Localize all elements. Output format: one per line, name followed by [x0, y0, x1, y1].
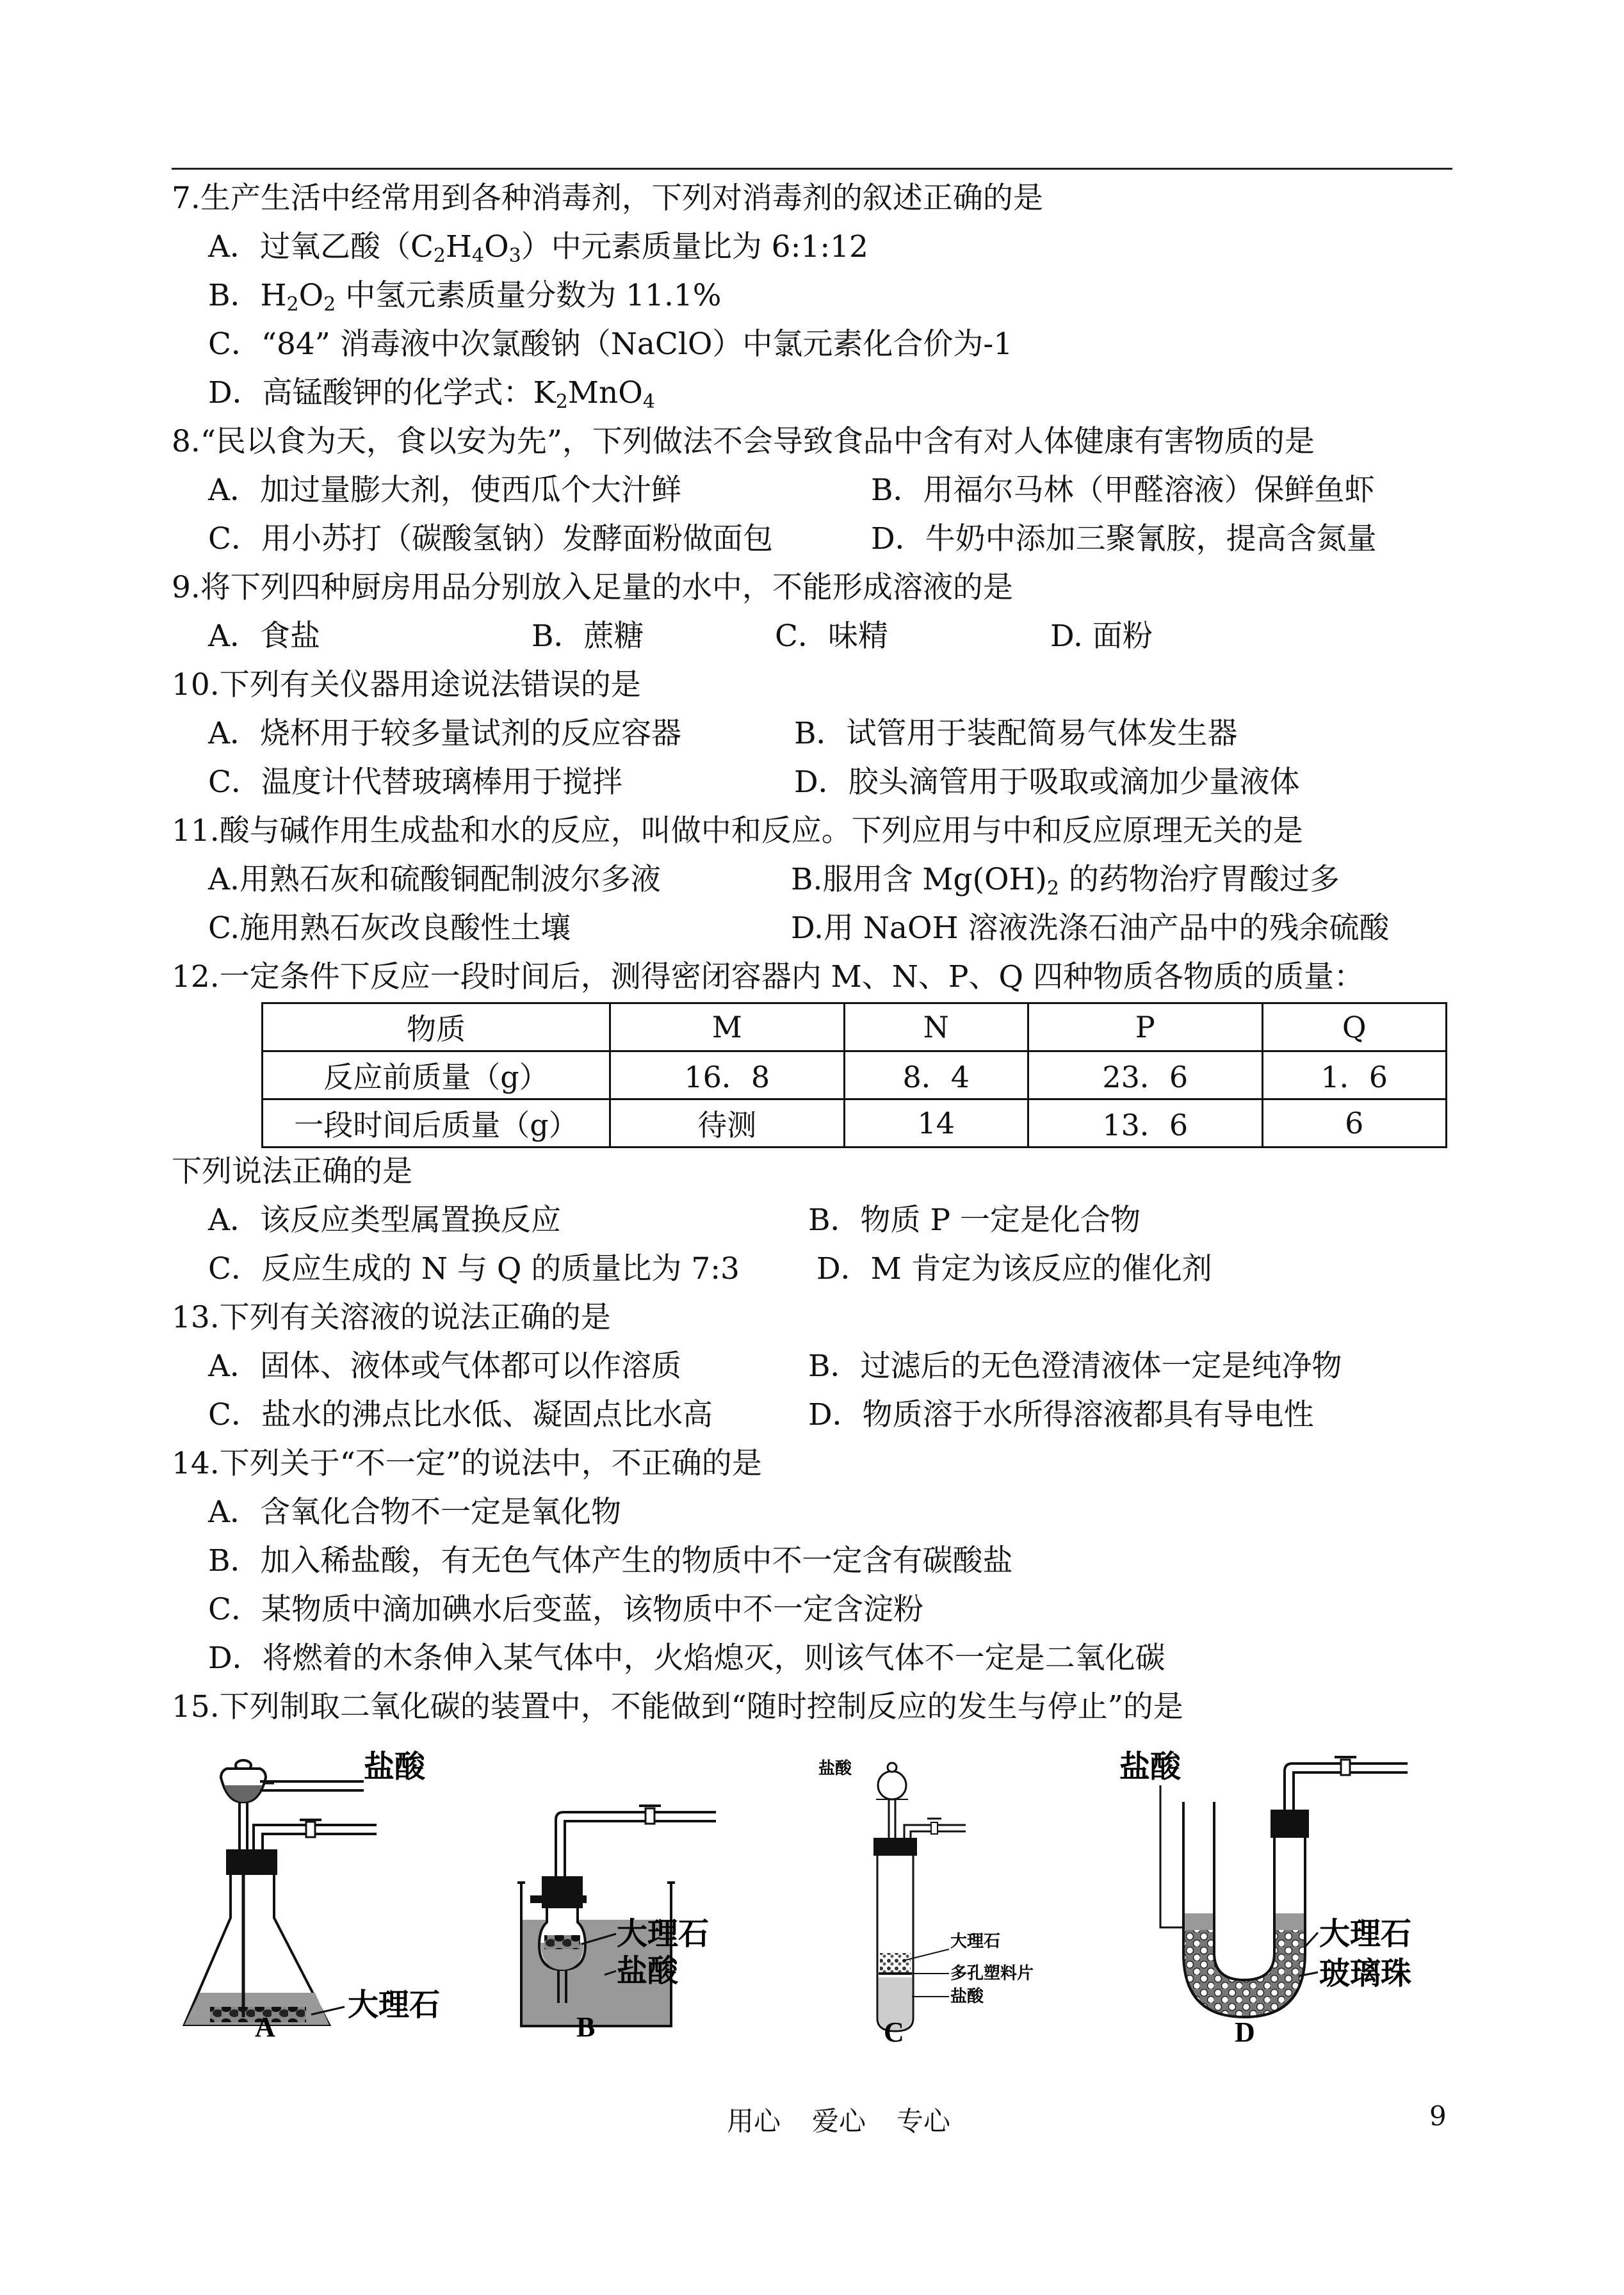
q9-option-d: D. 面粉 — [1050, 619, 1153, 654]
q8-option-a: A．加过量膨大剂，使西瓜个大汁鲜 — [208, 473, 681, 508]
figure-c-test-tube-apparatus — [818, 1758, 1034, 2043]
figure-c-label: C — [884, 2016, 904, 2043]
figure-b-marble-label: 大理石 — [617, 1916, 710, 1952]
table-cell: 13．6 — [1028, 1099, 1262, 1148]
table-cell: 16．8 — [610, 1051, 845, 1099]
q15-apparatus-figure — [172, 1735, 1452, 2043]
figure-d-label: D — [1235, 2016, 1255, 2043]
q9-option-b: B．蔗糖 — [532, 619, 644, 654]
table-cell: P — [1028, 1003, 1262, 1051]
q10-option-c: C．温度计代替玻璃棒用于搅拌 — [208, 765, 622, 800]
q10-stem: 10.下列有关仪器用途说法错误的是 — [172, 667, 641, 702]
figure-b-label: B — [576, 2011, 596, 2043]
figure-c-marble-label: 大理石 — [950, 1932, 1001, 1951]
table-cell: 一段时间后质量（g） — [263, 1099, 610, 1148]
table-cell: 反应前质量（g） — [263, 1051, 610, 1099]
figure-c-plate-label: 多孔塑料片 — [950, 1964, 1034, 1983]
table-row — [263, 1051, 1447, 1099]
table-cell: 23．6 — [1028, 1051, 1262, 1099]
q12-option-b: B．物质 P 一定是化合物 — [808, 1203, 1141, 1238]
figure-c-acid-top-label: 盐酸 — [818, 1759, 852, 1778]
q14-option-d: D．将燃着的木条伸入某气体中，火焰熄灭，则该气体不一定是二氧化碳 — [208, 1641, 1165, 1676]
q15-stem: 15.下列制取二氧化碳的装置中，不能做到“随时控制反应的发生与停止”的是 — [172, 1689, 1183, 1724]
q12-mass-table — [261, 1002, 1447, 1148]
q12-option-d: D．M 肯定为该反应的催化剂 — [816, 1251, 1212, 1286]
q13-option-c: C．盐水的沸点比水低、凝固点比水高 — [208, 1397, 713, 1432]
q7-stem: 7.生产生活中经常用到各种消毒剂，下列对消毒剂的叙述正确的是 — [172, 181, 1043, 216]
q13-stem: 13.下列有关溶液的说法正确的是 — [172, 1300, 611, 1335]
q13-option-d: D．物质溶于水所得溶液都具有导电性 — [808, 1397, 1314, 1432]
q14-option-b: B．加入稀盐酸，有无色气体产生的物质中不一定含有碳酸盐 — [208, 1543, 1013, 1578]
figure-d-acid-label: 盐酸 — [1119, 1749, 1181, 1785]
figure-d-beads-label: 玻璃珠 — [1319, 1956, 1412, 1991]
table-cell: 8．4 — [844, 1051, 1028, 1099]
q11-option-d: D.用 NaOH 溶液洗涤石油产品中的残余硫酸 — [791, 911, 1390, 946]
q11-option-c: C.施用熟石灰改良酸性土壤 — [208, 911, 571, 946]
header-rule — [172, 168, 1452, 170]
q7-option-a: A．过氧乙酸$(C_2H_4O_3)$中元素质量比为 6:1:12 — [208, 229, 868, 267]
footer-word-1: 用心 — [727, 2105, 781, 2137]
q12-stem: 12.一定条件下反应一段时间后，测得密闭容器内 M、N、P、Q 四种物质各物质的质量： — [172, 959, 1365, 994]
q8-option-b: B．用福尔马林（甲醛溶液）保鲜鱼虾 — [871, 473, 1375, 508]
q11-option-a: A.用熟石灰和硫酸铜配制波尔多液 — [208, 862, 661, 897]
q14-option-a: A．含氧化合物不一定是氧化物 — [208, 1495, 621, 1530]
footer-word-3: 专心 — [897, 2105, 951, 2137]
q12-option-c: C．反应生成的 N 与 Q 的质量比为 7:3 — [208, 1251, 740, 1286]
q9-stem: 9.将下列四种厨房用品分别放入足量的水中，不能形成溶液的是 — [172, 570, 1013, 605]
q10-option-b: B．试管用于装配简易气体发生器 — [794, 716, 1238, 751]
q12-option-a: A．该反应类型属置换反应 — [208, 1203, 561, 1238]
table-cell: 1．6 — [1262, 1051, 1446, 1099]
q11-option-b: B.服用含 $Mg(OH)_2$ 的药物治疗胃酸过多 — [791, 862, 1340, 900]
q14-option-c: C．某物质中滴加碘水后变蓝，该物质中不一定含淀粉 — [208, 1592, 923, 1627]
table-cell: Q — [1262, 1003, 1446, 1051]
figure-a-marble-label: 大理石 — [348, 1987, 441, 2023]
table-row — [263, 1099, 1447, 1148]
table-cell: M — [610, 1003, 845, 1051]
q8-stem: 8.“民以食为天，食以安为先”，下列做法不会导致食品中含有对人体健康有害物质的是 — [172, 424, 1315, 459]
table-cell: 待测 — [610, 1099, 845, 1148]
table-cell: 14 — [844, 1099, 1028, 1148]
q9-option-c: C．味精 — [775, 619, 888, 654]
figure-b-beaker-apparatus — [517, 1806, 716, 2043]
figure-a-acid-label: 盐酸 — [364, 1749, 426, 1785]
table-header-row — [263, 1003, 1447, 1051]
table-cell: 6 — [1262, 1099, 1446, 1148]
figure-a-erlenmeyer-flask — [184, 1749, 440, 2043]
table-cell: 物质 — [263, 1003, 610, 1051]
q8-option-d: D．牛奶中添加三聚氰胺，提高含氮量 — [871, 521, 1377, 556]
q14-stem: 14.下列关于“不一定”的说法中，不正确的是 — [172, 1446, 762, 1481]
figure-d-u-tube-apparatus — [1119, 1749, 1411, 2043]
q13-option-a: A．固体、液体或气体都可以作溶质 — [208, 1349, 681, 1384]
footer-word-2: 爱心 — [812, 2105, 866, 2137]
table-cell: N — [844, 1003, 1028, 1051]
q11-stem: 11.酸与碱作用生成盐和水的反应，叫做中和反应。下列应用与中和反应原理无关的是 — [172, 813, 1303, 848]
q9-option-a: A．食盐 — [208, 619, 320, 654]
q13-option-b: B．过滤后的无色澄清液体一定是纯净物 — [808, 1349, 1342, 1384]
q12-follow-text: 下列说法正确的是 — [172, 1154, 412, 1189]
figure-a-label: A — [255, 2011, 275, 2043]
q10-option-d: D．胶头滴管用于吸取或滴加少量液体 — [794, 765, 1300, 800]
q7-option-d: D．高锰酸钾的化学式：$K_2MnO_4$ — [208, 375, 655, 413]
page-number: 9 — [1429, 2100, 1447, 2132]
q7-option-c: C．“84” 消毒液中次氯酸钠（NaClO）中氯元素化合价为-1 — [208, 327, 1013, 362]
figure-c-acid-bottom-label: 盐酸 — [950, 1987, 984, 2006]
figure-b-acid-label: 盐酸 — [617, 1953, 679, 1989]
figure-d-marble-label: 大理石 — [1319, 1916, 1412, 1952]
q10-option-a: A．烧杯用于较多量试剂的反应容器 — [208, 716, 681, 751]
q8-option-c: C．用小苏打（碳酸氢钠）发酵面粉做面包 — [208, 521, 773, 556]
q7-option-b: B．$H_2O_2$ 中氢元素质量分数为 11.1% — [208, 278, 722, 316]
